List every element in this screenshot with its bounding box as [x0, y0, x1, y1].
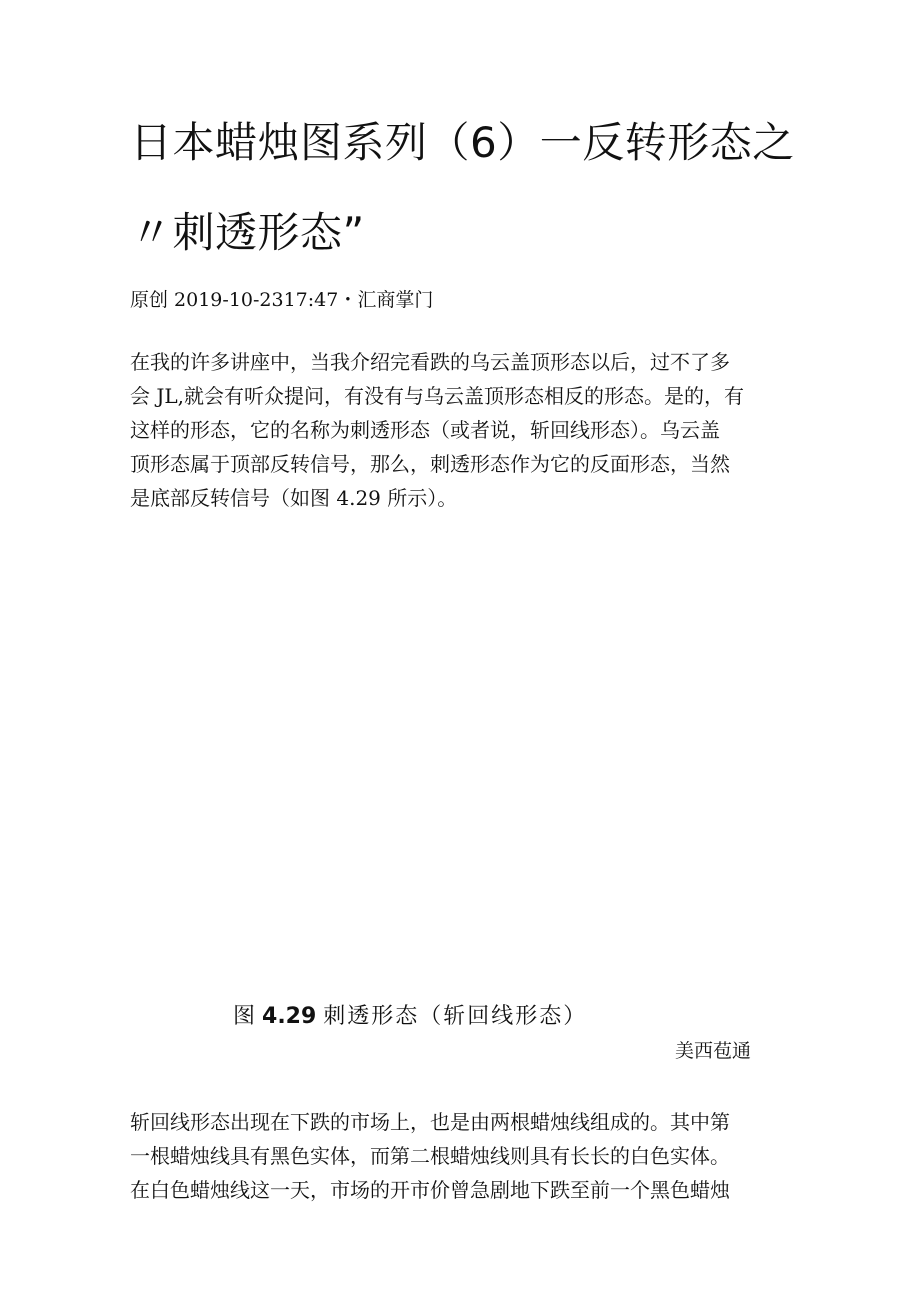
intro-paragraph: [130, 345, 770, 515]
article-meta: 原创 2019-10-2317:47・汇商掌门: [130, 289, 434, 311]
paragraph-line: 顶形态属于顶部反转信号，那么，刺透形态作为它的反面形态，当然: [130, 452, 730, 476]
paragraph-line: 这样的形态，它的名称为刺透形态（或者说，斩回线形态）。乌云盖: [130, 418, 720, 442]
paragraph-line: 会 JL,就会有听众提问，有没有与乌云盖顶形态相反的形态。是的，有: [130, 384, 745, 408]
paragraph-line: 一根蜡烛线具有黑色实体，而第二根蜡烛线则具有长长的白色实体。: [130, 1144, 730, 1168]
paragraph-line: 在白色蜡烛线这一天，市场的开市价曾急剧地下跌至前一个黑色蜡烛: [130, 1178, 730, 1202]
figure-caption-label: 刺透形态（斩回线形态）: [323, 1004, 588, 1029]
paragraph-line: 是底部反转信号（如图 4.29 所示）。: [130, 486, 458, 510]
figure-caption: [233, 1001, 587, 1033]
article-title-line-1: 日本蜡烛图系列（6）一反转形态之: [130, 118, 795, 167]
article-title-line-2: 〃刺透形态”: [130, 208, 365, 257]
figure-watermark: 美西苞通: [675, 1040, 752, 1062]
figure-caption-prefix: 图: [233, 1004, 256, 1029]
paragraph-line: 斩回线形态出现在下跌的市场上，也是由两根蜡烛线组成的。其中第: [130, 1110, 730, 1134]
body-paragraph: [130, 1105, 770, 1207]
figure-number: 4.29: [262, 1004, 317, 1029]
paragraph-line: 在我的许多讲座中，当我介绍完看跌的乌云盖顶形态以后，过不了多: [130, 350, 730, 374]
